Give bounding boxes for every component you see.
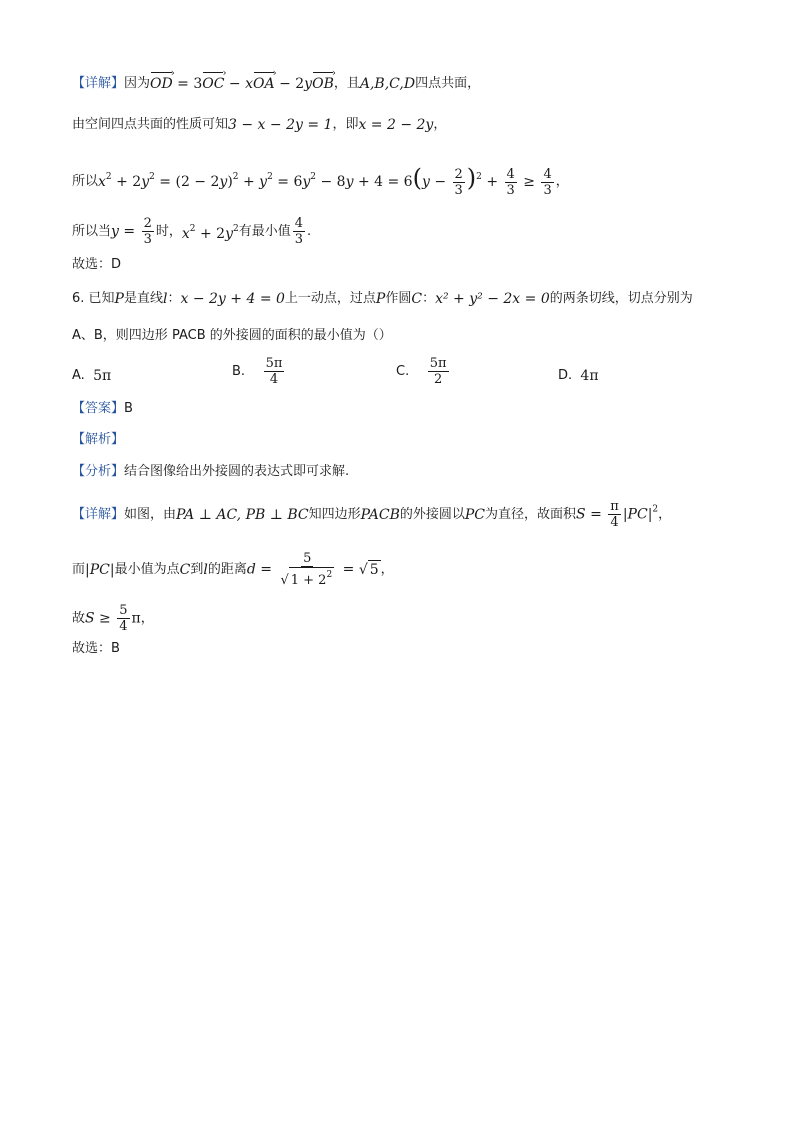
analysis-heading	[72, 431, 124, 449]
text: 故	[72, 610, 86, 626]
vector-equation: OD › = 3OC › − xOA › − 2yOB ›	[150, 75, 334, 93]
text: 所以	[72, 173, 99, 189]
text: 如图，由	[124, 506, 177, 522]
expression: $x^2 + 2y^2 = (2 - 2y)^2 + y^2 = 6y^2 - 8y + 4 = 6(y$ − $\frac{2}{3}$ )$^2$ + $\frac{4}{3}$ ≥ $\frac{4}{3}$	[98, 164, 552, 198]
text: 故选：B	[72, 641, 120, 656]
detail-q6-line-3	[72, 603, 154, 634]
choose-line-1	[72, 256, 121, 274]
text: 是直线	[123, 291, 163, 306]
text: 为直径，故面积	[485, 506, 577, 522]
text: 故选：D	[72, 257, 122, 272]
text: 结合图像给出外接圆的表达式即可求解.	[124, 464, 350, 479]
option-value: 5π	[93, 368, 112, 384]
text: 的两条切线，切点分别为	[549, 291, 693, 306]
text: 6. 已知	[72, 291, 115, 306]
text: ，	[433, 117, 447, 132]
text: ：	[167, 291, 181, 306]
expression: $x^2 + 2y^2$	[181, 224, 239, 242]
detail-q6-line-2	[72, 551, 394, 588]
text: ，即	[332, 117, 359, 132]
detail-line-2	[72, 116, 446, 134]
option-d	[558, 367, 599, 385]
text: C	[179, 561, 191, 578]
equation: x = 2 − 2y	[358, 117, 434, 133]
text: 因为	[124, 76, 151, 91]
circle-equation: x² + y² − 2x = 0	[435, 291, 550, 307]
text: ，	[555, 173, 569, 189]
detail-line-3	[72, 166, 569, 198]
line-equation: x − 2y + 4 = 0	[180, 291, 285, 307]
text: l	[203, 561, 208, 578]
text: 到	[190, 561, 204, 577]
numerator: 5π	[265, 356, 283, 371]
text: 所以当	[72, 223, 112, 239]
detail-line-4	[72, 216, 311, 247]
option-a	[72, 367, 111, 385]
distance-formula: d = 5 √ $1 + 2^2$ = √ 5	[246, 551, 379, 588]
points: A,B,C,D	[359, 76, 416, 92]
detail-tag: 【详解】	[72, 76, 125, 91]
option-value	[264, 356, 285, 387]
options-row	[72, 356, 722, 396]
numerator: 5π	[429, 356, 447, 371]
option-label: B.	[232, 363, 246, 379]
text: A、B，则四边形 PACB 的外接圆的面积的最小值为（）	[72, 328, 392, 343]
answer-value: B	[124, 401, 133, 416]
condition: y = $\frac{2}{3}$	[111, 216, 152, 247]
condition: PA ⊥ AC, PB ⊥ BC	[176, 506, 309, 523]
text: ：	[422, 291, 436, 306]
analysis-line	[72, 463, 349, 481]
result: S ≥ $\frac{5}{4}$ π	[85, 603, 141, 634]
option-label: D.	[558, 368, 573, 383]
choose-line-2	[72, 640, 120, 658]
text: 最小值为点	[114, 561, 180, 577]
detail-tag: 【详解】	[72, 506, 125, 522]
analysis-sub-tag: 【分析】	[72, 464, 125, 479]
answer-tag: 【答案】	[72, 401, 125, 416]
text: l	[162, 291, 168, 307]
text: 上一动点，过点	[284, 291, 376, 306]
text: P	[114, 291, 124, 307]
text: 而	[72, 561, 86, 577]
text: PC	[464, 506, 486, 523]
analysis-tag: 【解析】	[72, 432, 125, 447]
question-6-line-1	[72, 290, 693, 308]
option-b	[232, 356, 286, 387]
option-c	[396, 356, 451, 387]
question-6-line-2	[72, 327, 392, 345]
text: P	[375, 291, 386, 307]
denominator: 4	[269, 372, 279, 387]
text: ，	[658, 506, 672, 522]
text: PACB	[360, 506, 400, 523]
option-label: A.	[72, 368, 85, 383]
area-formula: S = $\frac{\pi}{4}$ $|PC|^2$	[576, 499, 659, 530]
text: ，且	[333, 76, 360, 91]
text: ，	[140, 610, 154, 626]
equation: 3 − x − 2y = 1	[228, 117, 333, 133]
text: 有最小值	[238, 223, 291, 239]
answer-line	[72, 400, 133, 418]
pc-abs: |PC|	[85, 561, 115, 578]
text: 的距离	[207, 561, 247, 577]
text: 知四边形	[308, 506, 361, 522]
option-value	[428, 356, 449, 387]
option-value: 4π	[580, 368, 599, 384]
denominator: 2	[434, 372, 443, 387]
text: .	[307, 223, 312, 239]
text: 作圆	[385, 291, 412, 306]
detail-line-1	[72, 75, 480, 93]
text: 的外接圆以	[399, 506, 465, 522]
text: C	[411, 291, 423, 307]
text: 由空间四点共面的性质可知	[72, 117, 229, 132]
text: 时，	[155, 223, 182, 239]
detail-q6-line-1	[72, 499, 671, 530]
text: ，	[380, 561, 394, 577]
min-value: $\frac{4}{3}$	[294, 216, 304, 247]
option-label: C.	[396, 363, 410, 379]
text: 四点共面，	[415, 76, 481, 91]
